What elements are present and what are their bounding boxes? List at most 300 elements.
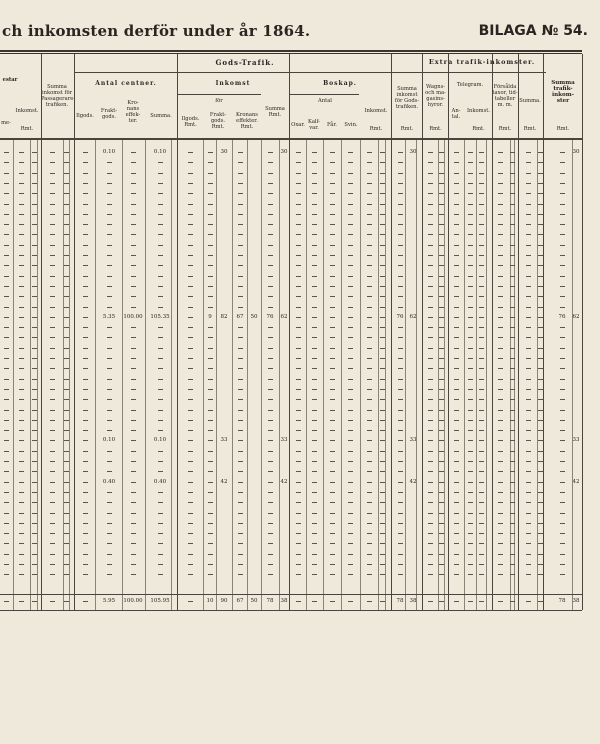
dash-mark [83,234,88,235]
dash-mark [107,337,112,338]
dash-mark [50,317,55,318]
dash-mark [498,245,503,246]
dash-mark [398,173,403,174]
dash-mark [439,307,444,308]
dash-mark [526,327,531,328]
dash-mark [330,601,335,602]
col-tel-inkomst: Inkomst. [467,108,490,114]
dash-mark [312,601,317,602]
dash-mark [510,307,515,308]
dash-mark [468,513,473,514]
dash-mark [83,358,88,359]
dash-mark [560,461,565,462]
dash-mark [188,337,193,338]
dash-mark [188,348,193,349]
dash-mark [454,183,459,184]
dash-mark [83,451,88,452]
dash-mark [454,399,459,400]
dash-mark [32,410,37,411]
cell-divider [95,138,96,610]
dash-mark [348,337,353,338]
dash-mark [4,379,9,380]
dash-mark [208,492,213,493]
dash-mark [208,265,213,266]
dash-mark [107,286,112,287]
dash-mark [268,513,273,514]
dash-mark [560,420,565,421]
dash-mark [439,265,444,266]
dash-mark [208,451,213,452]
dash-mark [538,440,543,441]
dash-mark [4,523,9,524]
dash-mark [510,482,515,483]
dash-mark [83,574,88,575]
dash-mark [83,471,88,472]
dash-mark [398,368,403,369]
dash-mark [188,162,193,163]
dash-mark [131,502,136,503]
cell-divider [416,138,417,610]
dash-mark [50,327,55,328]
dash-mark [526,513,531,514]
dash-mark [526,379,531,380]
dash-mark [560,368,565,369]
dash-mark [428,193,433,194]
dash-mark [468,193,473,194]
dash-mark [479,255,484,256]
dash-mark [367,399,372,400]
dash-mark [312,574,317,575]
dash-mark [428,327,433,328]
dash-mark [428,492,433,493]
dash-mark [538,451,543,452]
dash-mark [83,348,88,349]
dash-mark [398,513,403,514]
dash-mark [479,276,484,277]
dash-mark [468,430,473,431]
dash-mark [296,564,301,565]
dash-mark [188,214,193,215]
dash-mark [64,482,69,483]
dash-mark [296,554,301,555]
dash-mark [296,399,301,400]
dash-mark [398,379,403,380]
dash-mark [454,389,459,390]
dash-mark [268,162,273,163]
dash-mark [367,420,372,421]
dash-mark [348,379,353,380]
dash-mark [208,327,213,328]
rule-group-extra [422,72,546,73]
dash-mark [348,554,353,555]
dash-mark [296,368,301,369]
dash-mark [158,368,163,369]
col-summa-centner: Summa. [150,113,172,119]
dash-mark [107,420,112,421]
dash-mark [4,348,9,349]
dash-mark [538,276,543,277]
dash-mark [538,162,543,163]
dash-mark [348,276,353,277]
dash-mark [498,152,503,153]
dash-mark [32,245,37,246]
dash-mark [4,451,9,452]
dash-mark [19,420,24,421]
dash-mark [158,379,163,380]
dash-mark [330,502,335,503]
dash-mark [439,543,444,544]
dash-mark [158,358,163,359]
dash-mark [510,379,515,380]
dash-mark [498,327,503,328]
dash-mark [4,152,9,153]
dash-mark [498,564,503,565]
dash-mark [348,327,353,328]
dash-mark [131,358,136,359]
dash-mark [468,492,473,493]
dash-mark [188,482,193,483]
dash-mark [296,224,301,225]
dash-mark [312,564,317,565]
dash-mark [83,564,88,565]
dash-mark [560,296,565,297]
dash-mark [510,162,515,163]
dash-mark [526,348,531,349]
row-2-gods_ore: 33 [409,437,417,443]
dash-mark [188,601,193,602]
group-boskap: Boskap. [323,80,357,87]
dash-mark [380,255,385,256]
dash-mark [367,523,372,524]
dash-mark [208,193,213,194]
dash-mark [208,533,213,534]
total-ink_kron_ore: 50 [250,598,258,604]
dash-mark [188,296,193,297]
dash-mark [439,152,444,153]
dash-mark [330,296,335,297]
dash-mark [479,440,484,441]
dash-mark [454,554,459,555]
dash-mark [468,214,473,215]
dash-mark [19,296,24,297]
dash-mark [83,337,88,338]
dash-mark [367,327,372,328]
dash-mark [50,234,55,235]
dash-mark [131,440,136,441]
dash-mark [158,564,163,565]
dash-mark [367,152,372,153]
dash-mark [468,523,473,524]
dash-mark [479,368,484,369]
dash-mark [526,224,531,225]
dash-mark [454,296,459,297]
dash-mark [296,348,301,349]
dash-mark [188,379,193,380]
dash-mark [312,234,317,235]
dash-mark [498,389,503,390]
dash-mark [330,482,335,483]
dash-mark [330,183,335,184]
dash-mark [131,265,136,266]
dash-mark [439,533,444,534]
dash-mark [32,348,37,349]
dash-mark [107,554,112,555]
dash-mark [380,214,385,215]
page-header-left: ch inkomsten derför under år 1864. [2,22,311,40]
dash-mark [348,399,353,400]
dash-mark [538,255,543,256]
dash-mark [64,451,69,452]
dash-mark [32,502,37,503]
dash-mark [398,533,403,534]
dash-mark [439,358,444,359]
dash-mark [208,399,213,400]
dash-mark [439,420,444,421]
dash-mark [4,368,9,369]
dash-mark [131,337,136,338]
dash-mark [83,533,88,534]
dash-mark [131,152,136,153]
dash-mark [107,307,112,308]
dash-mark [238,193,243,194]
row-0-frakt: 0.10 [102,149,116,155]
dash-mark [454,420,459,421]
dash-mark [439,399,444,400]
dash-mark [428,234,433,235]
dash-mark [439,523,444,524]
dash-mark [158,276,163,277]
cell-divider [486,138,487,610]
dash-mark [348,358,353,359]
dash-mark [296,389,301,390]
dash-mark [498,440,503,441]
dash-mark [454,162,459,163]
dash-mark [367,554,372,555]
dash-mark [158,389,163,390]
dash-mark [380,399,385,400]
dash-mark [330,286,335,287]
dash-mark [19,162,24,163]
dash-mark [50,461,55,462]
dash-mark [398,451,403,452]
dash-mark [380,440,385,441]
dash-mark [468,348,473,349]
dash-mark [526,420,531,421]
dash-mark [330,162,335,163]
dash-mark [50,399,55,400]
dash-mark [32,193,37,194]
dash-mark [367,214,372,215]
dash-mark [19,492,24,493]
dash-mark [83,601,88,602]
col-prev-frag: me- [1,120,11,126]
dash-mark [19,204,24,205]
dash-mark [4,430,9,431]
dash-mark [158,420,163,421]
dash-mark [538,420,543,421]
dash-mark [64,461,69,462]
dash-mark [312,296,317,297]
col-extra-summa-rmt: Rmt. [523,126,537,132]
dash-mark [50,440,55,441]
dash-mark [64,543,69,544]
dash-mark [107,348,112,349]
dash-mark [510,234,515,235]
dash-mark [479,492,484,493]
dash-mark [296,420,301,421]
dash-mark [380,183,385,184]
dash-mark [268,410,273,411]
dash-mark [32,286,37,287]
dash-mark [479,502,484,503]
dash-mark [380,368,385,369]
dash-mark [296,276,301,277]
col-prev-group: estar [2,77,18,83]
dash-mark [560,265,565,266]
dash-mark [348,255,353,256]
dash-mark [468,451,473,452]
dash-mark [330,461,335,462]
dash-mark [268,307,273,308]
dash-mark [330,276,335,277]
dash-mark [348,317,353,318]
row-1-ink_kron_ore: 50 [250,314,258,320]
dash-mark [312,379,317,380]
dash-mark [131,513,136,514]
dash-mark [50,276,55,277]
dash-mark [296,502,301,503]
rule-head-bottom [0,138,582,140]
dash-mark [526,461,531,462]
dash-mark [454,234,459,235]
dash-mark [158,234,163,235]
dash-mark [348,533,353,534]
dash-mark [348,523,353,524]
rule-bottom [0,610,582,611]
dash-mark [398,307,403,308]
dash-mark [131,255,136,256]
dash-mark [538,533,543,534]
row-3-frakt: 0.40 [102,479,116,485]
header-rule-2 [0,53,582,54]
dash-mark [4,513,9,514]
dash-mark [50,523,55,524]
dash-mark [238,358,243,359]
total-ink_summa_ore: 38 [280,598,288,604]
dash-mark [19,337,24,338]
row-3-summa: 0.40 [153,479,167,485]
dash-mark [367,440,372,441]
dash-mark [380,286,385,287]
dash-mark [131,276,136,277]
dash-mark [32,255,37,256]
dash-mark [454,337,459,338]
dash-mark [560,327,565,328]
dash-mark [468,543,473,544]
dash-mark [439,162,444,163]
dash-mark [131,307,136,308]
dash-mark [64,173,69,174]
dash-mark [330,193,335,194]
dash-mark [380,296,385,297]
dash-mark [188,152,193,153]
dash-mark [107,183,112,184]
dash-mark [107,224,112,225]
dash-mark [454,601,459,602]
dash-mark [468,162,473,163]
dash-mark [188,513,193,514]
dash-mark [158,523,163,524]
dash-mark [50,286,55,287]
dash-mark [107,513,112,514]
cell-divider [69,138,70,610]
dash-mark [560,533,565,534]
dash-mark [296,255,301,256]
dash-mark [19,399,24,400]
dash-mark [32,379,37,380]
dash-mark [188,286,193,287]
dash-mark [510,368,515,369]
dash-mark [398,574,403,575]
dash-mark [32,317,37,318]
dash-mark [238,368,243,369]
dash-mark [468,255,473,256]
cell-divider [279,138,280,610]
dash-mark [538,358,543,359]
dash-mark [19,482,24,483]
dash-mark [208,296,213,297]
dash-mark [107,389,112,390]
dash-mark [64,502,69,503]
dash-mark [312,224,317,225]
dash-mark [510,471,515,472]
dash-mark [498,379,503,380]
dash-mark [238,430,243,431]
dash-mark [510,461,515,462]
dash-mark [498,204,503,205]
dash-mark [158,224,163,225]
dash-mark [83,307,88,308]
dash-mark [439,502,444,503]
dash-mark [428,265,433,266]
dash-mark [83,152,88,153]
dash-mark [208,224,213,225]
dash-mark [428,601,433,602]
dash-mark [83,368,88,369]
dash-mark [312,482,317,483]
dash-mark [32,461,37,462]
dash-mark [4,461,9,462]
dash-mark [64,224,69,225]
dash-mark [64,183,69,184]
dash-mark [64,327,69,328]
dash-mark [428,554,433,555]
dash-mark [538,513,543,514]
dash-mark [158,492,163,493]
dash-mark [4,193,9,194]
dash-mark [312,543,317,544]
dash-mark [238,173,243,174]
dash-mark [312,245,317,246]
dash-mark [238,410,243,411]
dash-mark [468,420,473,421]
dash-mark [19,224,24,225]
dash-mark [380,513,385,514]
dash-mark [380,502,385,503]
dash-mark [510,513,515,514]
dash-mark [367,379,372,380]
dash-mark [348,564,353,565]
